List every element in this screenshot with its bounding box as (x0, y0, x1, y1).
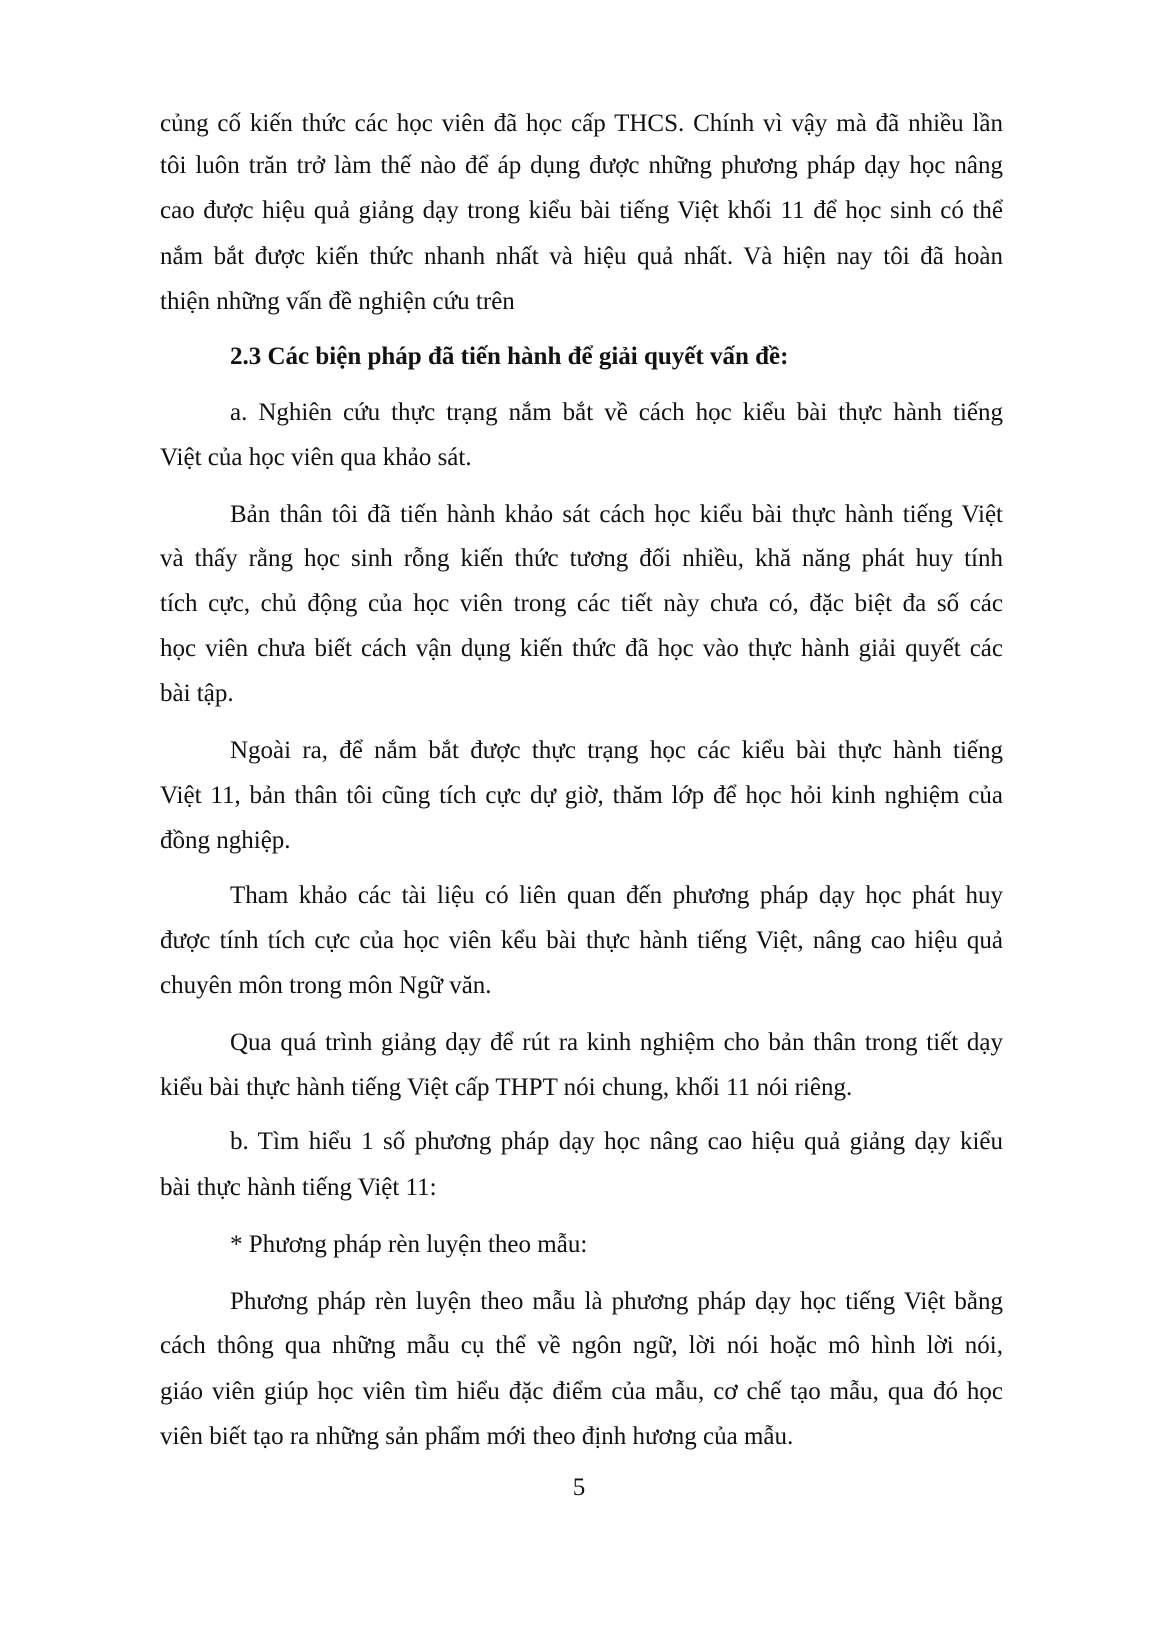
text-line: Việt của học viên qua khảo sát. (160, 444, 472, 471)
text-line: Bản thân tôi đã tiến hành khảo sát cách học kiểu bài thực hành tiếng Việt (230, 501, 1003, 528)
text-line: Ngoài ra, để nắm bắt được thực trạng học các kiểu bài thực hành tiếng (230, 737, 1003, 764)
text-line: Việt 11, bản thân tôi cũng tích cực dự giờ, thăm lớp để học hỏi kinh nghiệm của (160, 782, 1003, 809)
text-line: viên biết tạo ra những sản phẩm mới theo định hương của mẫu. (160, 1423, 794, 1450)
text-line: kiểu bài thực hành tiếng Việt cấp THPT nói chung, khối 11 nói riêng. (160, 1074, 853, 1101)
text-line: học viên chưa biết cách vận dụng kiến thức đã học vào thực hành giải quyết các (160, 635, 1003, 662)
text-line: 2.3 Các biện pháp đã tiến hành để giải quyết vấn đề: (230, 343, 789, 370)
text-line: bài thực hành tiếng Việt 11: (160, 1174, 437, 1201)
text-line: * Phương pháp rèn luyện theo mẫu: (230, 1231, 588, 1258)
text-line: nắm bắt được kiến thức nhanh nhất và hiệu quả nhất. Và hiện nay tôi đã hoàn (160, 243, 1003, 270)
text-line: b. Tìm hiểu 1 số phương pháp dạy học nâng cao hiệu quả giảng dạy kiểu (230, 1128, 1003, 1155)
text-line: thiện những vấn đề nghiện cứu trên (160, 288, 515, 315)
text-line: Qua quá trình giảng dạy để rút ra kinh nghiệm cho bản thân trong tiết dạy (230, 1029, 1003, 1056)
page-number: 5 (572, 1474, 586, 1501)
text-line: cách thông qua những mẫu cụ thể về ngôn ngữ, lời nói hoặc mô hình lời nói, (160, 1332, 1003, 1359)
text-line: đồng nghiệp. (160, 827, 291, 854)
text-line: tích cực, chủ động của học viên trong các tiết này chưa có, đặc biệt đa số các (160, 590, 1003, 617)
text-line: tôi luôn trăn trở làm thế nào để áp dụng được những phương pháp dạy học nâng (160, 152, 1003, 179)
text-line: bài tập. (160, 680, 234, 707)
text-line: củng cố kiến thức các học viên đã học cấp THCS. Chính vì vậy mà đã nhiều lần (160, 110, 1003, 137)
text-line: và thấy rằng học sinh rỗng kiến thức tương đối nhiều, khă năng phát huy tính (160, 545, 1003, 572)
text-line: giáo viên giúp học viên tìm hiểu đặc điểm của mẫu, cơ chế tạo mẫu, qua đó học (160, 1378, 1003, 1405)
text-line: được tính tích cực của học viên kểu bài thực hành tiếng Việt, nâng cao hiệu quả (160, 927, 1003, 954)
text-line: cao được hiệu quả giảng dạy trong kiểu bài tiếng Việt khối 11 để học sinh có thể (160, 197, 1003, 224)
text-line: Phương pháp rèn luyện theo mẫu là phương pháp dạy học tiếng Việt bằng (230, 1288, 1003, 1315)
text-line: Tham khảo các tài liệu có liên quan đến phương pháp dạy học phát huy (230, 882, 1003, 909)
text-line: a. Nghiên cứu thực trạng nắm bắt về cách học kiểu bài thực hành tiếng (230, 399, 1003, 426)
text-line: chuyên môn trong môn Ngữ văn. (160, 972, 492, 999)
